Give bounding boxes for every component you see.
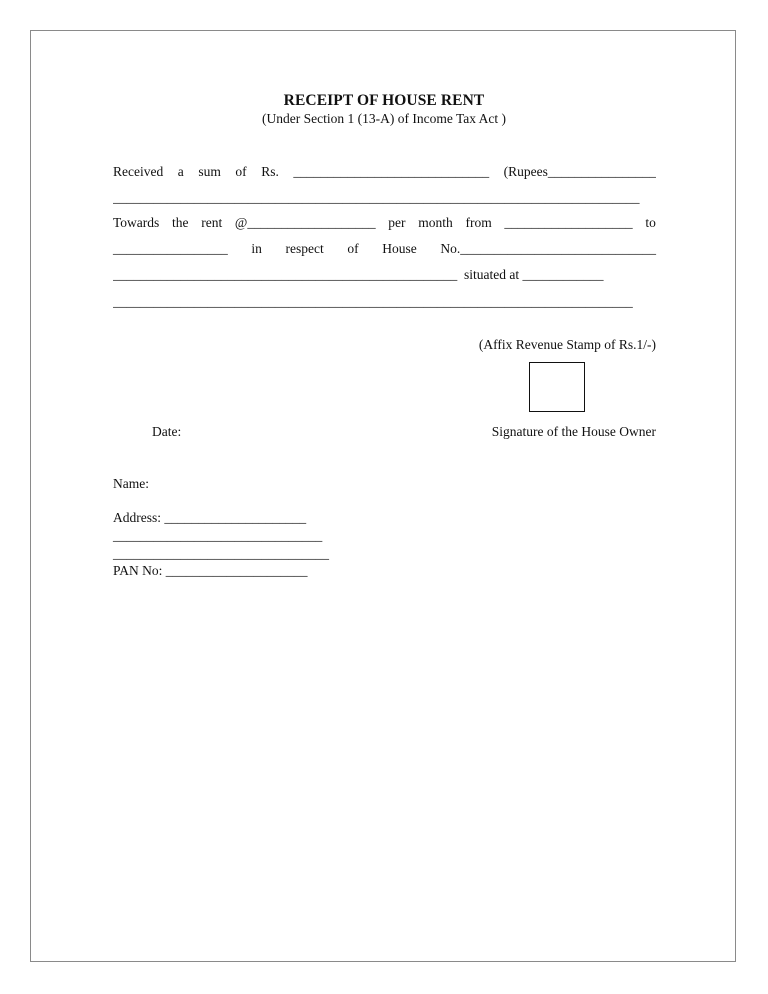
name-label: Name:: [113, 476, 149, 491]
address-line-3: ________________________________: [113, 546, 329, 561]
location-continuation-line: _____________________________________________________________________________: [113, 294, 633, 309]
revenue-stamp-box: [529, 362, 585, 412]
word-sum: sum: [198, 164, 221, 179]
word-from: from: [465, 215, 492, 230]
rupees-continuation-line: ______________________________________________________________________________: [113, 190, 640, 205]
situated-at-line: ___________________________________________________ situated at ____________: [113, 267, 604, 282]
word-rs: Rs.: [261, 164, 279, 179]
address-line-2: _______________________________: [113, 528, 323, 543]
revenue-stamp-caption: (Affix Revenue Stamp of Rs.1/-): [478, 337, 656, 352]
word-of-2: of: [347, 241, 359, 256]
word-to: to: [645, 215, 656, 230]
rent-amount-blank: @___________________: [234, 215, 376, 230]
house-number-line: [113, 241, 656, 257]
word-a: a: [177, 164, 184, 179]
owner-signature-label: Signature of the House Owner: [491, 424, 656, 439]
word-rent: rent: [201, 215, 223, 230]
address-label: Address: _____________________: [113, 510, 307, 525]
document-subtitle: (Under Section 1 (13-A) of Income Tax Act ): [262, 111, 506, 126]
received-line: [113, 164, 656, 180]
amount-blank: _____________________________: [293, 164, 490, 179]
date-label: Date:: [152, 424, 182, 439]
word-house: House: [382, 241, 417, 256]
from-date-blank: ___________________: [504, 215, 633, 230]
word-in: in: [251, 241, 262, 256]
word-month: month: [418, 215, 453, 230]
rent-period-line: [113, 215, 656, 231]
rupees-in-words: (Rupees________________: [503, 164, 656, 179]
word-per: per: [388, 215, 406, 230]
word-respect: respect: [285, 241, 324, 256]
word-towards: Towards: [113, 215, 160, 230]
word-received: Received: [113, 164, 164, 179]
word-of: of: [235, 164, 247, 179]
word-the: the: [172, 215, 189, 230]
house-no-blank: No._____________________________: [440, 241, 656, 256]
to-date-blank: _________________: [113, 241, 228, 256]
pan-label: PAN No: _____________________: [113, 563, 308, 578]
document-title: RECEIPT OF HOUSE RENT: [283, 92, 485, 109]
